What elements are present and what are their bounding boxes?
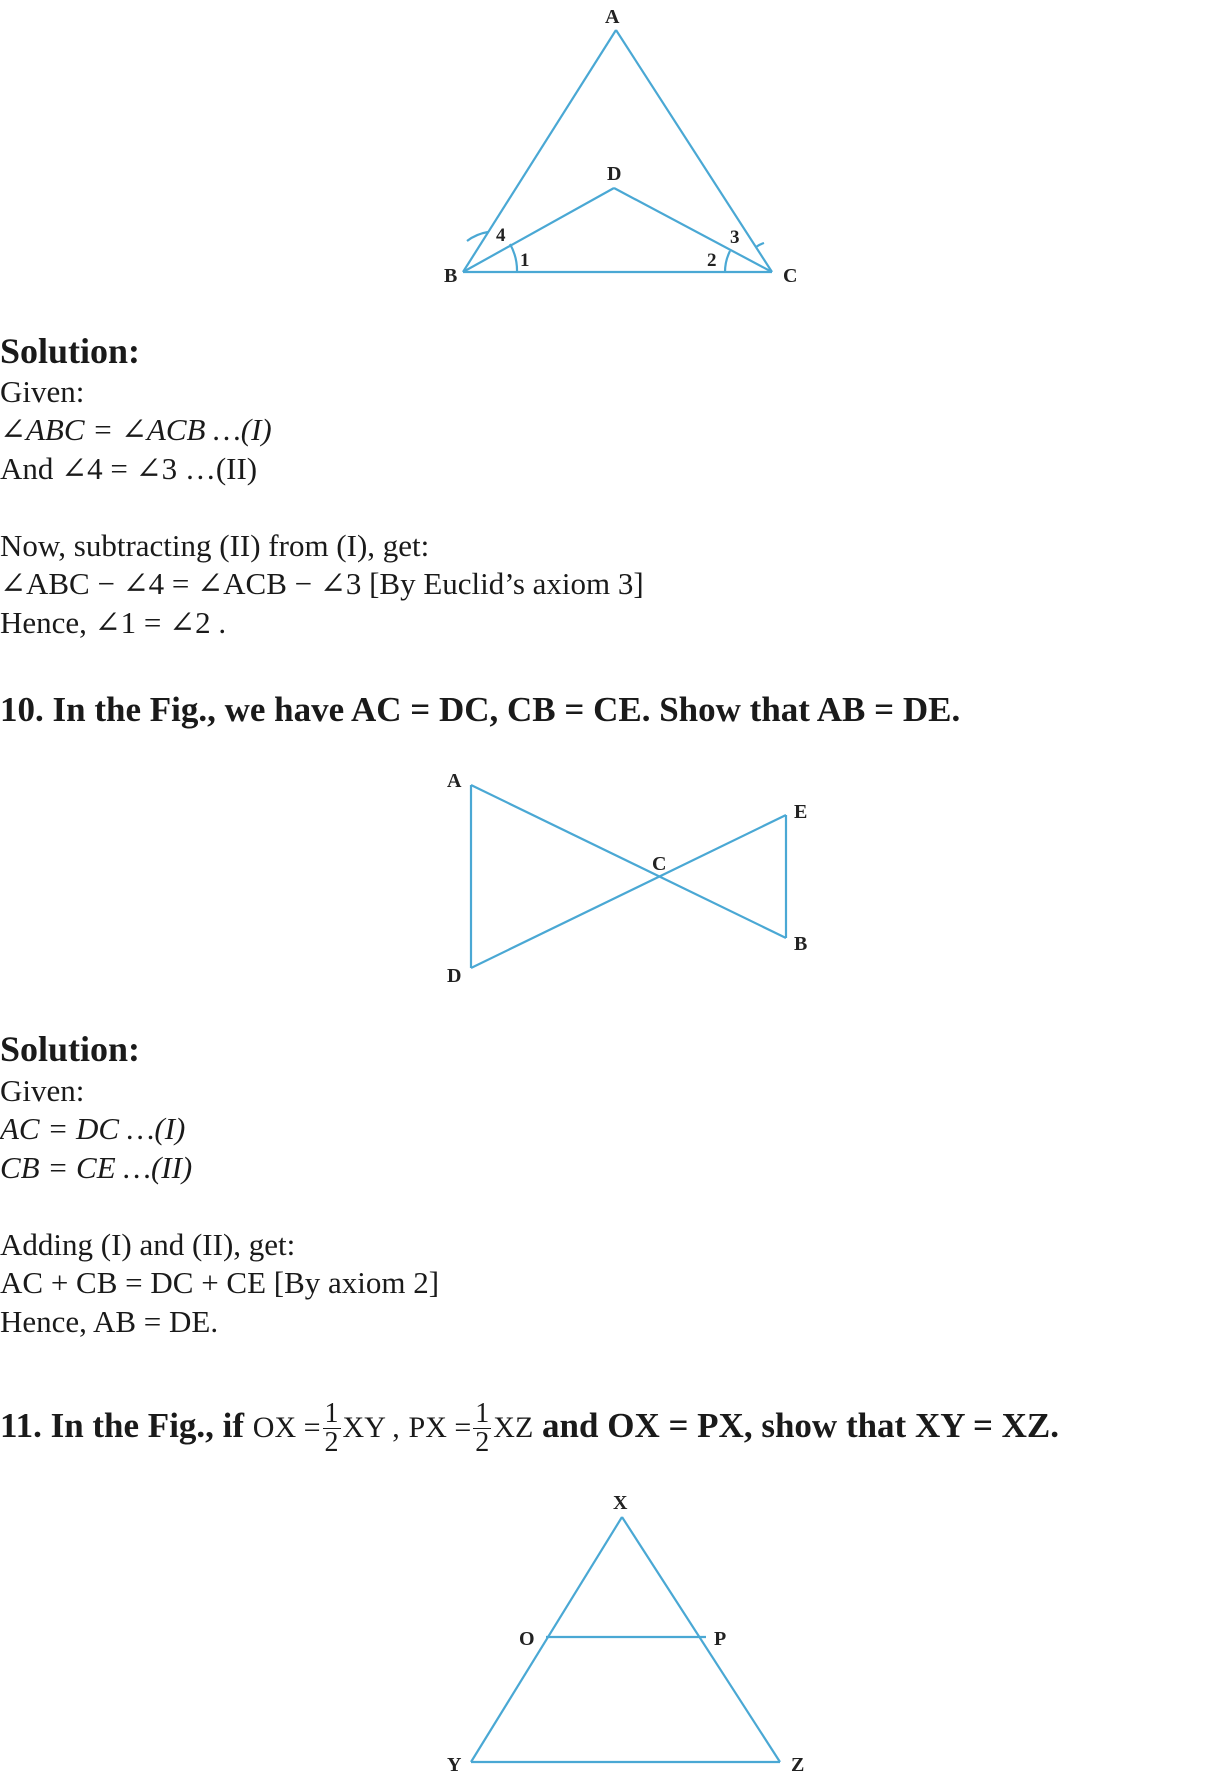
ox-expression: OX = [252,1411,321,1444]
question-10: 10. In the Fig., we have AC = DC, CB = CE. Show that AB = DE. [0,690,961,729]
label-y: Y [447,1754,462,1773]
label-x: X [613,1492,628,1514]
equation-3: ∠ABC − ∠4 = ∠ACB − ∠3 [By Euclid’s axiom 3] [0,566,644,601]
solution-heading: Solution: [0,331,141,371]
xy-expression: XY , [342,1411,400,1444]
fraction-denominator: 2 [475,1427,490,1459]
equation-1: AC = DC …(I) [0,1111,186,1146]
px-expression: PX = [408,1411,472,1444]
equation-2: CB = CE …(II) [0,1150,193,1185]
angle-label-4: 4 [496,225,506,246]
given-label: Given: [0,1073,85,1108]
fraction-numerator: 1 [475,1398,490,1430]
equation-2: And ∠4 = ∠3 …(II) [0,451,258,486]
angle-label-3: 3 [730,227,740,248]
label-a: A [447,770,462,792]
step-text: Now, subtracting (II) from (I), get: [0,528,430,563]
label-d: D [447,965,462,987]
question-11-prefix: 11. In the Fig., if [0,1406,245,1445]
label-z: Z [791,1754,805,1773]
label-o: O [519,1628,535,1650]
equation-1: ∠ABC = ∠ACB …(I) [0,412,272,447]
conclusion: Hence, AB = DE. [0,1304,219,1339]
label-c: C [783,265,798,287]
label-b: B [444,265,458,287]
given-label: Given: [0,374,85,409]
segment-xy [471,1517,622,1762]
conclusion: Hence, ∠1 = ∠2 . [0,605,227,640]
question-11-suffix: and OX = PX, show that XY = XZ. [542,1406,1060,1445]
segment-xz [622,1517,780,1762]
fraction-denominator: 2 [324,1427,339,1459]
label-b: B [794,933,808,955]
angle-label-2: 2 [707,250,717,271]
label-a: A [605,6,620,28]
angle-label-1: 1 [520,250,530,271]
step-text: Adding (I) and (II), get: [0,1227,296,1262]
label-p: P [714,1628,727,1650]
equation-3: AC + CB = DC + CE [By axiom 2] [0,1265,440,1300]
fraction-numerator: 1 [324,1398,339,1430]
label-e: E [794,801,808,823]
solution-heading: Solution: [0,1029,141,1069]
xz-expression: XZ [493,1411,534,1444]
label-c: C [652,853,667,875]
label-d: D [607,163,622,185]
